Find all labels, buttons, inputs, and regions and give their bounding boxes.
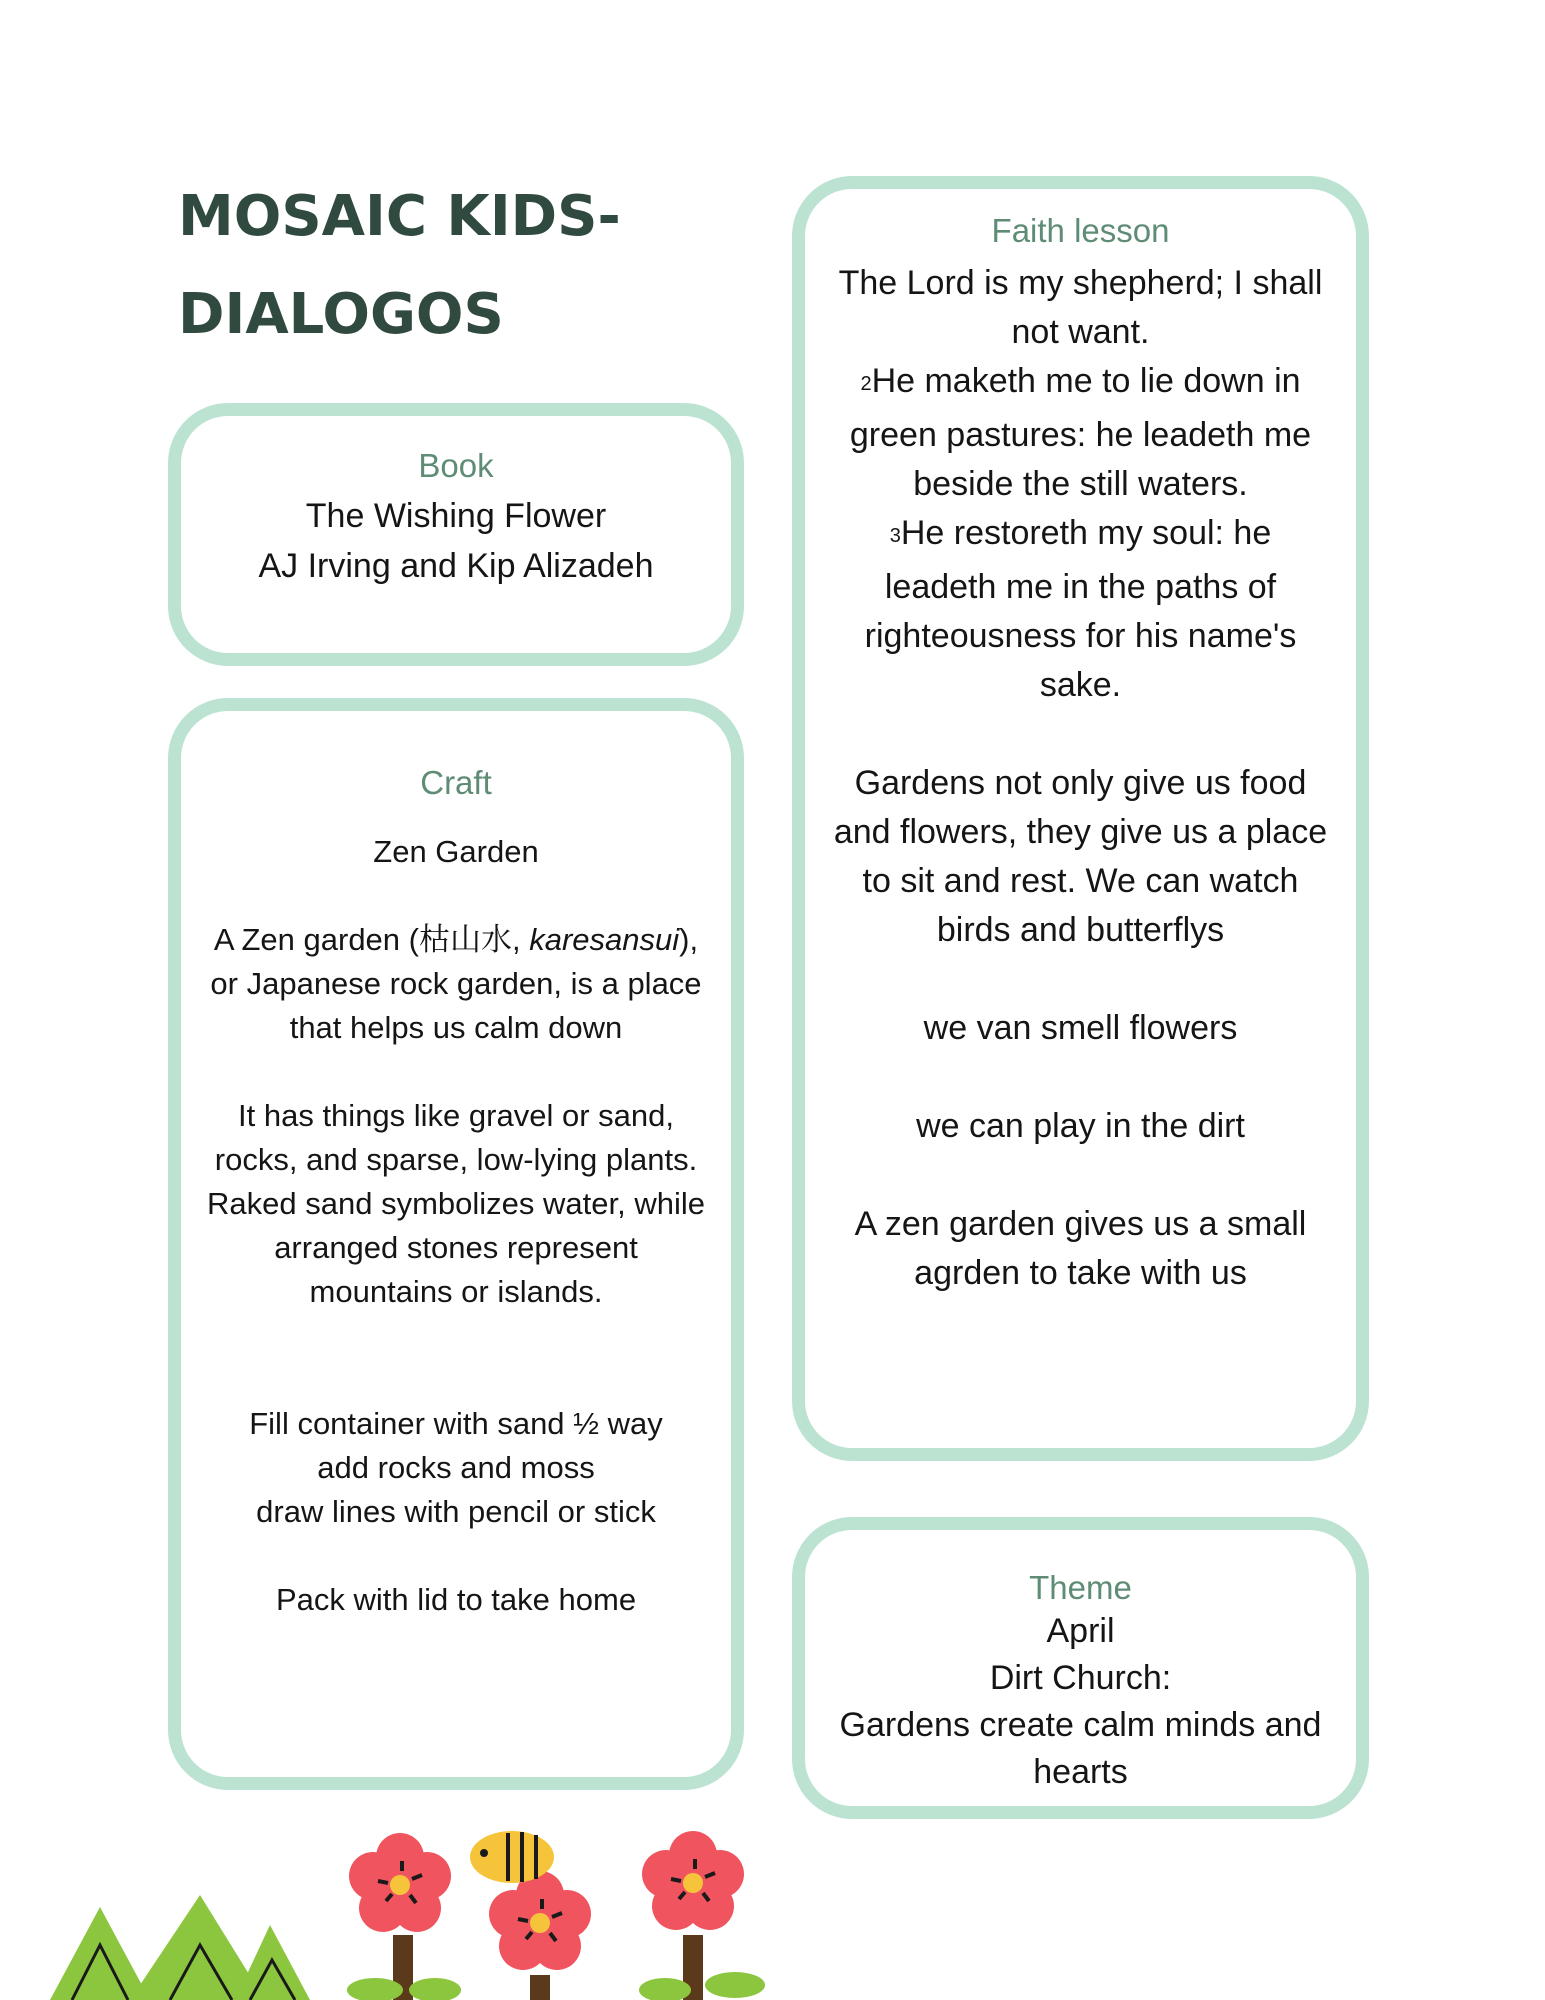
theme-line: Gardens create calm minds and [839, 1706, 1322, 1744]
page-title [178, 168, 621, 364]
theme-line: hearts [1033, 1753, 1128, 1791]
faith-verse-2-line: beside the still waters. [913, 465, 1248, 503]
craft-intro-line-3: that helps us calm down [289, 1010, 623, 1045]
faith-heading: Faith lesson [991, 212, 1170, 249]
faith-verse-2-line: green pastures: he leadeth me [849, 416, 1312, 454]
faith-gardens-line: Gardens not only give us food [854, 764, 1307, 802]
book-heading: Book [418, 447, 494, 484]
garden-illustration [0, 1815, 800, 2000]
book-title: The Wishing Flower [305, 497, 607, 535]
faith-verse-1-line: The Lord is my shepherd; I shall [838, 264, 1323, 302]
craft-intro-term: karesansui [529, 922, 680, 957]
faith-verse-2-text: He maketh me to lie down in [871, 362, 1301, 400]
theme-name: Dirt Church: [989, 1659, 1172, 1697]
faith-lesson-card [792, 176, 1369, 1461]
craft-desc-line: arranged stones represent [274, 1230, 638, 1265]
faith-verse-1-line: not want. [1011, 313, 1150, 351]
craft-card [168, 698, 744, 1790]
craft-desc-line: Raked sand symbolizes water, while [207, 1186, 705, 1221]
flower-icon [639, 1831, 765, 2000]
page-title-line-2: DIALOGOS [178, 282, 504, 347]
craft-heading: Craft [420, 764, 492, 801]
faith-verse-3-line: righteousness for his name's [864, 617, 1297, 655]
theme-month: April [1046, 1612, 1115, 1650]
bee-icon [470, 1831, 554, 1883]
faith-gardens-line: and flowers, they give us a place [833, 813, 1328, 851]
faith-smell: we van smell flowers [923, 1009, 1238, 1047]
book-authors: AJ Irving and Kip Alizadeh [258, 547, 654, 585]
faith-gardens-line: to sit and rest. We can watch [862, 862, 1299, 900]
flower-icon [347, 1833, 461, 2000]
faith-verse-3-line: sake. [1039, 666, 1122, 704]
craft-intro-kanji: 枯山水, [418, 922, 530, 957]
craft-intro-line-1 [181, 918, 731, 962]
faith-verse-3-line: leadeth me in the paths of [884, 568, 1277, 606]
flower-icon [489, 1871, 591, 2000]
faith-dirt: we can play in the dirt [916, 1107, 1245, 1145]
verse-number-2: 2 [860, 373, 872, 395]
craft-step: draw lines with pencil or stick [256, 1494, 656, 1529]
faith-verse-2-line [805, 357, 1356, 411]
faith-gardens-line: birds and butterflys [936, 911, 1225, 949]
book-card [168, 403, 744, 666]
craft-step: add rocks and moss [317, 1450, 595, 1485]
craft-name: Zen Garden [373, 834, 539, 869]
faith-verse-3-line [805, 509, 1356, 563]
page-title-line-1: MOSAIC KIDS- [178, 184, 621, 249]
craft-intro-line-2: or Japanese rock garden, is a place [210, 966, 702, 1001]
craft-closing: Pack with lid to take home [275, 1582, 637, 1617]
craft-intro-prefix: A Zen garden ( [213, 922, 419, 957]
grass-icon [50, 1895, 310, 2000]
faith-zen-line: agrden to take with us [914, 1254, 1247, 1292]
craft-desc-line: mountains or islands. [309, 1274, 603, 1309]
verse-number-3: 3 [889, 525, 901, 547]
theme-card [792, 1517, 1369, 1819]
craft-step: Fill container with sand ½ way [249, 1406, 663, 1441]
craft-desc-line: It has things like gravel or sand, [238, 1098, 674, 1133]
faith-verse-3-text: He restoreth my soul: he [900, 514, 1272, 552]
craft-intro-suffix: ), [679, 922, 699, 957]
craft-desc-line: rocks, and sparse, low-lying plants. [214, 1142, 698, 1177]
faith-zen-line: A zen garden gives us a small [854, 1205, 1307, 1243]
theme-heading: Theme [1029, 1569, 1132, 1606]
